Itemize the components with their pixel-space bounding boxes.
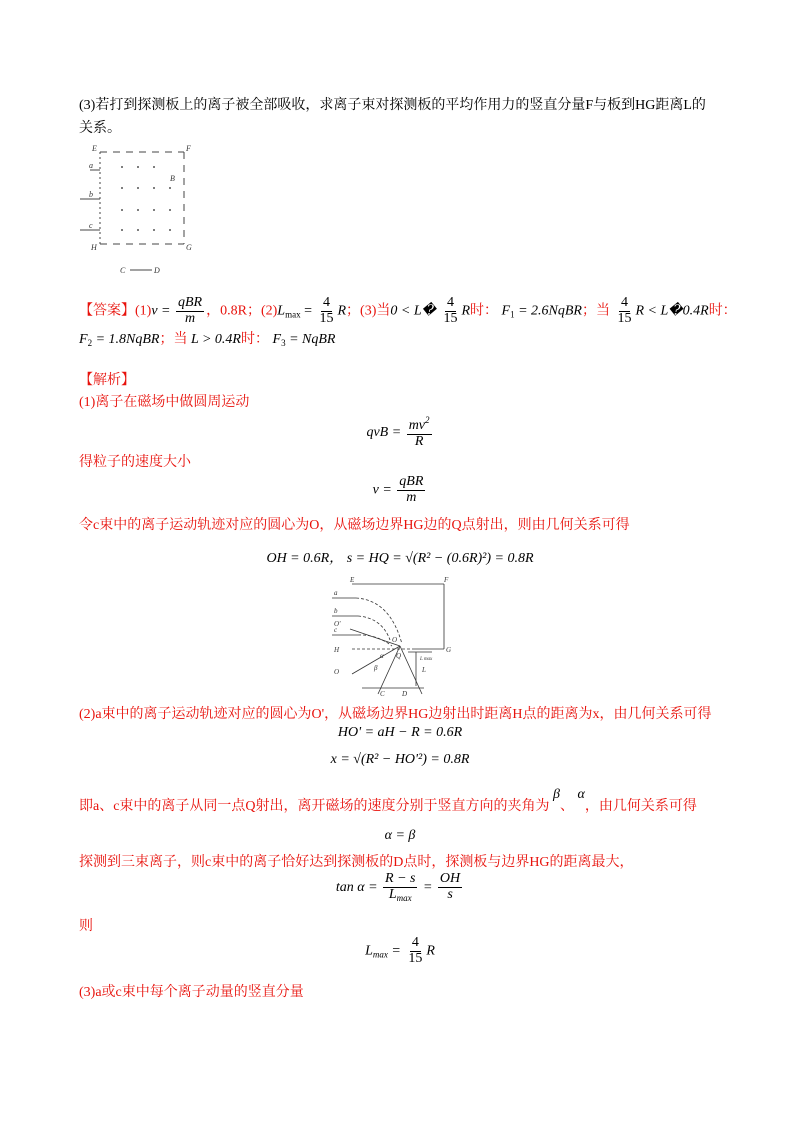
equation-2: [0, 475, 800, 505]
equation-1: [0, 416, 800, 449]
analysis-step8: (3)a或c束中每个离子动量的竖直分量: [79, 985, 304, 1000]
analysis-step3: 令c束中的离子运动轨迹对应的圆心为O，从磁场边界HG边的Q点射出，则由几何关系可得: [79, 518, 630, 533]
eq1-den: R: [414, 433, 424, 449]
answer-line2: [79, 330, 335, 353]
answer-cond2-den: 15: [617, 310, 632, 326]
answer-v-lhs: v =: [151, 303, 171, 319]
answer-cond1-num: 4: [446, 295, 454, 310]
fig2-label-e: E: [350, 576, 355, 584]
answer-frac4: 4: [322, 295, 330, 310]
answer-cond3: L > 0.4R: [190, 332, 241, 347]
answer-f3: F: [272, 332, 282, 347]
equation-5: x = √(R² − HO'²) = 0.8R: [330, 752, 470, 767]
eq8-r: R: [426, 943, 435, 959]
answer-tag: 【答案】: [79, 303, 135, 319]
answer-v-num: qBR: [178, 295, 203, 310]
answer-lmax: L: [277, 303, 286, 319]
answer-when3: 时：: [241, 332, 269, 347]
eq7-den1-sub: max: [396, 892, 412, 903]
question-3-line1: (3)若打到探测板上的离子被全部吸收，求离子束对探测板的平均作用力的竖直分量F与板到HG距离L的: [79, 98, 706, 113]
fig2-label-h: H: [334, 646, 340, 654]
fig1-label-a: a: [89, 161, 93, 170]
answer-cond1-den: 15: [443, 310, 458, 326]
fig1-label-h: H: [91, 243, 97, 252]
answer-f1-sub: 1: [510, 309, 515, 320]
answer-when1: 时：: [470, 303, 499, 319]
answer-cond2-num: 4: [620, 295, 628, 310]
equation-6: α = β: [384, 828, 416, 843]
fig2-label-alpha: α: [380, 652, 384, 660]
fig2-label-o-lower: O: [334, 668, 340, 676]
fig2-label-d-point: D: [402, 690, 408, 698]
eq7-den1: L: [388, 886, 397, 902]
analysis-tag: 【解析】: [79, 373, 135, 388]
answer-sep1: ，0.8R；(2): [206, 303, 278, 319]
answer-sep2: ；(3)当: [346, 303, 391, 319]
fig2-label-l: L: [422, 666, 426, 674]
fig2-label-lmax: L max: [420, 657, 433, 662]
answer-f2-sub: 2: [87, 338, 93, 348]
eq3-oh: OH = 0.6R，: [266, 551, 344, 566]
step5-sep: 、: [560, 799, 575, 814]
answer-line1: [79, 296, 737, 326]
question-3-line2: 关系。: [79, 121, 121, 136]
eq7-num2: OH: [439, 871, 461, 887]
eq1-num: mv: [408, 418, 426, 433]
magnetic-field-figure: [80, 142, 200, 277]
eq2-lhs: v =: [372, 482, 392, 498]
answer-v-den: m: [184, 310, 196, 326]
answer-f3-sub: 3: [281, 338, 286, 348]
answer-r: R: [337, 303, 347, 319]
answer-when2: 时：: [708, 303, 737, 319]
fig2-label-c-point: C: [380, 690, 385, 698]
eq8-num: 4: [411, 935, 419, 950]
answer-f2: F: [79, 332, 88, 347]
eq1-sup: 2: [425, 415, 430, 425]
step5-text-a: 即a、c束中的离子从同一点Q射出，离开磁场的速度分别于竖直方向的夹角为: [79, 799, 550, 814]
eq7-num1: R − s: [385, 871, 416, 886]
fig1-label-g: G: [186, 243, 192, 252]
eq8-l: L: [365, 943, 373, 959]
analysis-step7: 则: [79, 919, 93, 934]
answer-sep4: ；当: [159, 332, 188, 347]
answer-eq: =: [300, 303, 312, 319]
answer-sep3: ；当: [581, 303, 610, 319]
fig2-label-a: a: [334, 589, 338, 597]
answer-f3-val: = NqBR: [285, 332, 336, 347]
step5-alpha: α: [577, 787, 585, 802]
fig2-label-c: c: [334, 626, 338, 634]
answer-f1-val: = 2.6NqBR: [514, 303, 582, 319]
equation-3: [0, 547, 800, 567]
analysis-step2: 得粒子的速度大小: [79, 455, 191, 470]
answer-part1: (1): [135, 303, 152, 319]
answer-lmax-sub: max: [285, 309, 301, 320]
fig2-label-o-prime: O': [334, 620, 341, 628]
answer-cond1: 0 < L�: [390, 303, 436, 319]
eq2-num: qBR: [399, 474, 424, 489]
fig2-label-q: Q: [396, 652, 402, 660]
eq3-s: s = HQ = √(R² − (0.6R)²) = 0.8R: [346, 551, 534, 566]
fig1-label-d-point: D: [154, 266, 160, 275]
eq2-den: m: [406, 489, 417, 505]
eq7-lhs: tan α =: [335, 879, 378, 895]
fig2-label-b: b: [334, 607, 338, 615]
analysis-step6: 探测到三束离子，则c束中的离子恰好达到探测板的D点时，探测板与边界HG的距离最大，: [79, 855, 634, 870]
eq7-den2: s: [447, 887, 453, 903]
fig1-label-c: c: [89, 221, 93, 230]
fig1-label-c-point: C: [120, 266, 126, 275]
equation-8: $L_{max}$ = $\frac{4}{15}$ R: [365, 935, 435, 966]
eq8-l-sub: max: [372, 949, 388, 960]
eq8-den: 15: [408, 950, 423, 966]
answer-cond2: R < L�0.4R: [635, 303, 709, 319]
equation-4: HO' = aH − R = 0.6R: [337, 725, 463, 740]
answer-f1: F: [501, 303, 511, 319]
analysis-step1: (1)离子在磁场中做圆周运动: [79, 395, 250, 410]
fig2-label-beta: β: [374, 664, 378, 672]
fig1-label-b: B: [170, 174, 175, 183]
equation-7: tan α = $\frac{R - s}{L_{max}}$ = $\frac{OH}{s}$: [335, 871, 461, 903]
fig1-label-f: F: [186, 144, 191, 153]
analysis-step5: [79, 787, 697, 817]
answer-f2-val: = 1.8NqBR: [92, 332, 160, 347]
trajectory-figure: [332, 574, 460, 702]
answer-cond1-r: R: [461, 303, 471, 319]
eq1-lhs: qvB =: [366, 424, 402, 440]
step5-text-c: ，由几何关系可得: [584, 799, 697, 814]
fig1-label-e: E: [92, 144, 97, 153]
fig2-label-f: F: [444, 576, 449, 584]
fig2-label-o: O: [392, 636, 398, 644]
step5-beta: β: [553, 787, 561, 802]
fig1-label-b-beam: b: [89, 190, 93, 199]
fig2-label-g: G: [446, 646, 452, 654]
answer-frac15: 15: [319, 310, 334, 326]
analysis-step4: (2)a束中的离子运动轨迹对应的圆心为O'，从磁场边界HG边射出时距离H点的距离为x，由几何关系可得: [79, 707, 712, 722]
